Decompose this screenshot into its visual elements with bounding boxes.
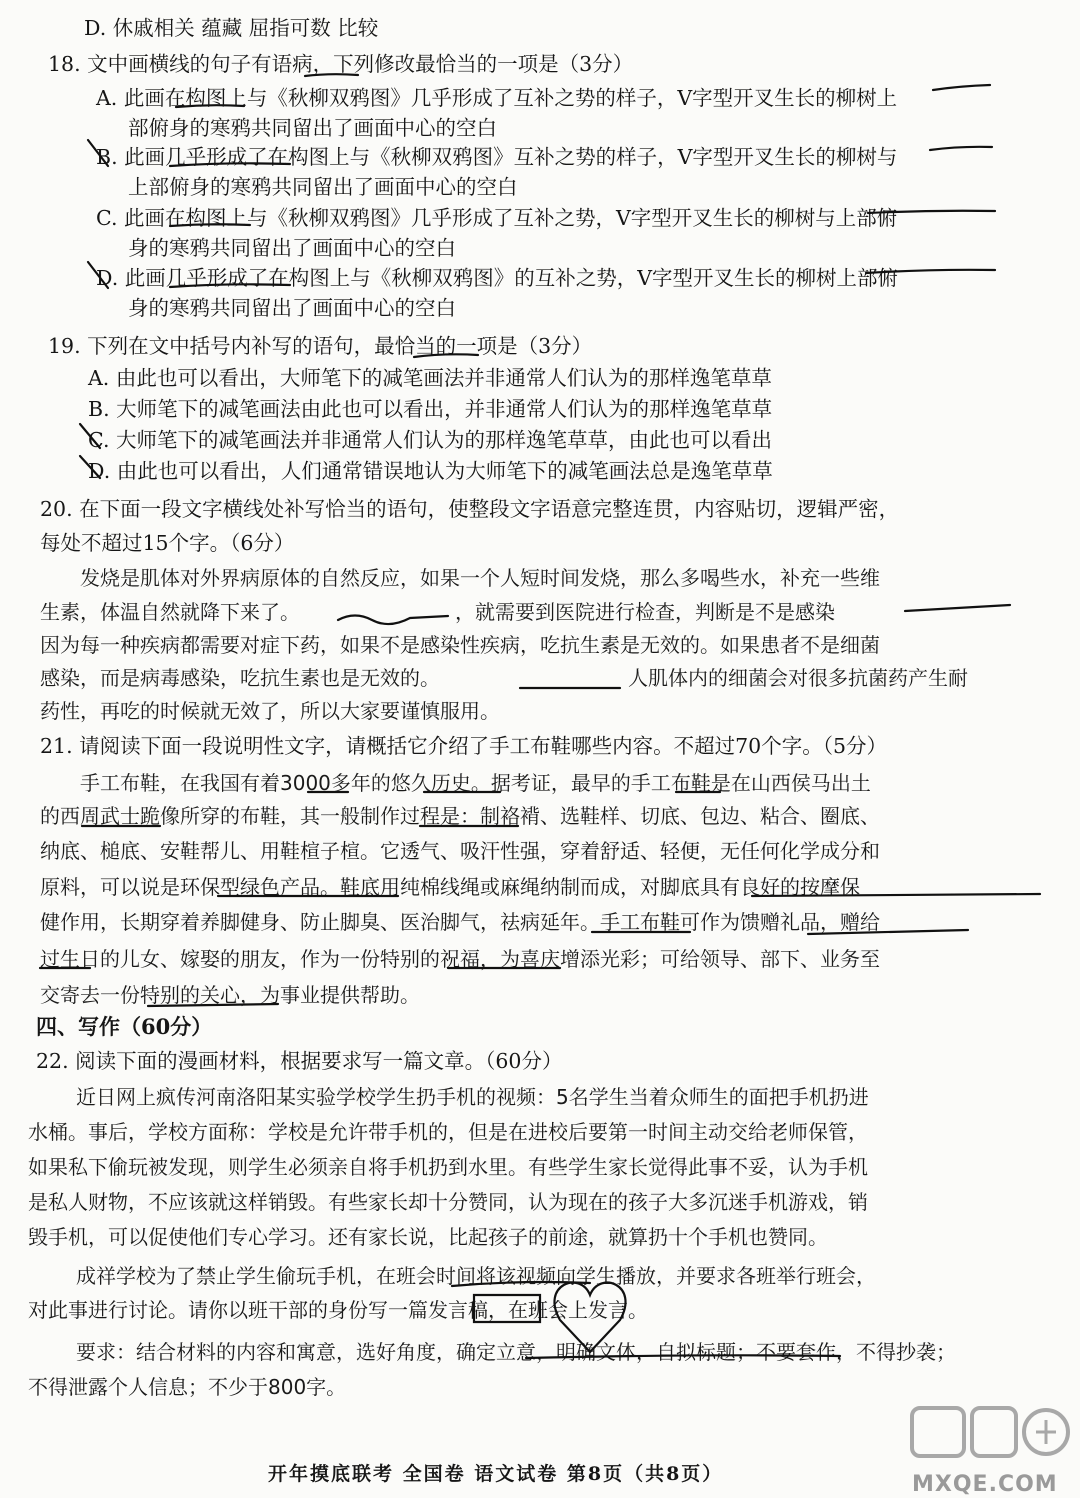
q20-para-line2a: 生素，体温自然就降下来了。 bbox=[40, 600, 300, 624]
q21-para-line4: 原料，可以说是环保型绿色产品。鞋底用纯棉线绳或麻绳纳制而成，对脚底具有良好的按摩保 bbox=[40, 875, 860, 899]
q22-requirement-line2: 不得泄露个人信息；不少于800字。 bbox=[28, 1375, 347, 1399]
q19-stem: 19. 下列在文中括号内补写的语句，最恰当的一项是（3分） bbox=[48, 334, 593, 358]
q18-option-a-line2: 部俯身的寒鸦共同留出了画面中心的空白 bbox=[128, 116, 497, 140]
q20-para-line3: 因为每一种疾病都需要对症下药，如果不是感染性疾病，吃抗生素是无效的。如果患者不是细菌 bbox=[40, 633, 880, 657]
q22-para-line1: 近日网上疯传河南洛阳某实验学校学生扔手机的视频：5名学生当着众师生的面把手机扔进 bbox=[76, 1085, 869, 1109]
q22-para-line6: 成祥学校为了禁止学生偷玩手机，在班会时间将该视频向学生播放，并要求各班举行班会， bbox=[76, 1264, 876, 1288]
q22-stem: 22. 阅读下面的漫画材料，根据要求写一篇文章。（60分） bbox=[36, 1049, 563, 1073]
q18-option-b-line2: 上部俯身的寒鸦共同留出了画面中心的空白 bbox=[128, 175, 518, 199]
q20-stem-line1: 20. 在下面一段文字横线处补写恰当的语句，使整段文字语意完整连贯，内容贴切，逻辑严密， bbox=[40, 497, 900, 521]
q20-para-line1: 发烧是肌体对外界病原体的自然反应，如果一个人短时间发烧，那么多喝些水，补充一些维 bbox=[80, 566, 880, 590]
q19-option-c: C. 大师笔下的减笔画法并非通常人们认为的那样逸笔草草，由此也可以看出 bbox=[88, 428, 772, 452]
q19-option-a: A. 由此也可以看出，大师笔下的减笔画法并非通常人们认为的那样逸笔草草 bbox=[88, 366, 772, 390]
q22-para-line4: 是私人财物，不应该就这样销毁。有些家长却十分赞同，认为现在的孩子大多沉迷手机游戏，销 bbox=[28, 1190, 868, 1214]
blank-line bbox=[338, 616, 448, 625]
q21-para-line2: 的西周武士跪像所穿的布鞋，其一般制作过程是：制袼褙、选鞋样、切底、包边、粘合、圈底、 bbox=[40, 804, 880, 828]
q22-para-line5: 毁手机，可以促使他们专心学习。还有家长说，比起孩子的前途，就算扔十个手机也赞同。 bbox=[28, 1225, 828, 1249]
page-footer: 开年摸底联考 全国卷 语文试卷 第8页（共8页） bbox=[268, 1463, 724, 1485]
q18-option-d-line2: 身的寒鸦共同留出了画面中心的空白 bbox=[128, 296, 456, 320]
q18-option-c-line2: 身的寒鸦共同留出了画面中心的空白 bbox=[128, 236, 456, 260]
q19-option-d: D. 由此也可以看出，人们通常错误地认为大师笔下的减笔画法总是逸笔草草 bbox=[88, 459, 773, 483]
q19-option-b: B. 大师笔下的减笔画法由此也可以看出，并非通常人们认为的那样逸笔草草 bbox=[88, 397, 773, 421]
q18-option-c-line1: C. 此画在构图上与《秋柳双鸦图》几乎形成了互补之势，V字型开叉生长的柳树与上部俯 bbox=[96, 206, 898, 230]
watermark-text: MXQE.COM bbox=[912, 1472, 1058, 1497]
q20-para-line2b: ，就需要到医院进行检查，判断是不是感染 bbox=[455, 600, 835, 624]
q21-para-line7: 交寄去一份特别的关心，为事业提供帮助。 bbox=[40, 983, 420, 1007]
q22-requirement-line1: 要求：结合材料的内容和寓意，选好角度，确定立意，明确文体，自拟标题；不要套作，不得抄袭； bbox=[76, 1340, 956, 1364]
underline-mark bbox=[930, 147, 992, 150]
section-4-title: 四、写作（60分） bbox=[36, 1014, 213, 1039]
q18-stem: 18. 文中画横线的句子有语病，下列修改最恰当的一项是（3分） bbox=[48, 52, 634, 76]
blank-line bbox=[905, 605, 1010, 611]
q20-para-line4b: 人肌体内的细菌会对很多抗菌药产生耐 bbox=[628, 666, 968, 690]
q18-option-d-line1: D. 此画几乎形成了在构图上与《秋柳双鸦图》的互补之势，V字型开叉生长的柳树上部俯 bbox=[96, 266, 899, 290]
q18-option-b-line1: B. 此画几乎形成了在构图上与《秋柳双鸦图》互补之势的样子，V字型开叉生长的柳树与 bbox=[96, 145, 898, 169]
q21-stem: 21. 请阅读下面一段说明性文字，请概括它介绍了手工布鞋哪些内容。不超过70个字。（5分） bbox=[40, 734, 887, 758]
q18-option-a-line1: A. 此画在构图上与《秋柳双鸦图》几乎形成了互补之势的样子，V字型开叉生长的柳树上 bbox=[96, 86, 898, 110]
q22-para-line2: 水桶。事后，学校方面称：学校是允许带手机的，但是在进校后要第一时间主动交给老师保管， bbox=[28, 1120, 868, 1144]
q21-para-line3: 纳底、槌底、安鞋帮儿、用鞋楦子楦。它透气、吸汗性强，穿着舒适、轻便，无任何化学成分和 bbox=[40, 839, 880, 863]
q21-para-line1: 手工布鞋，在我国有着3000多年的悠久历史。据考证，最早的手工布鞋是在山西侯马出土 bbox=[80, 771, 871, 795]
q20-para-line5: 药性，再吃的时候就无效了，所以大家要谨慎服用。 bbox=[40, 699, 500, 723]
q20-para-line4a: 感染，而是病毒感染，吃抗生素也是无效的。 bbox=[40, 666, 440, 690]
q17-option-d: D. 休戚相关 蕴藏 屈指可数 比较 bbox=[84, 16, 379, 40]
q22-para-line3: 如果私下偷玩被发现，则学生必须亲自将手机扔到水里。有些学生家长觉得此事不妥，认为手机 bbox=[28, 1155, 868, 1179]
q22-para-line7: 对此事进行讨论。请你以班干部的身份写一篇发言稿，在班会上发言。 bbox=[28, 1298, 648, 1322]
q21-para-line5: 健作用，长期穿着养脚健身、防止脚臭、医治脚气，祛病延年。手工布鞋可作为馈赠礼品，赠给 bbox=[40, 910, 880, 934]
underline-mark bbox=[933, 85, 990, 90]
q20-stem-line2: 每处不超过15个字。（6分） bbox=[40, 531, 295, 555]
q21-para-line6: 过生日的儿女、嫁娶的朋友，作为一份特别的祝福，为喜庆增添光彩；可给领导、部下、业务至 bbox=[40, 947, 880, 971]
